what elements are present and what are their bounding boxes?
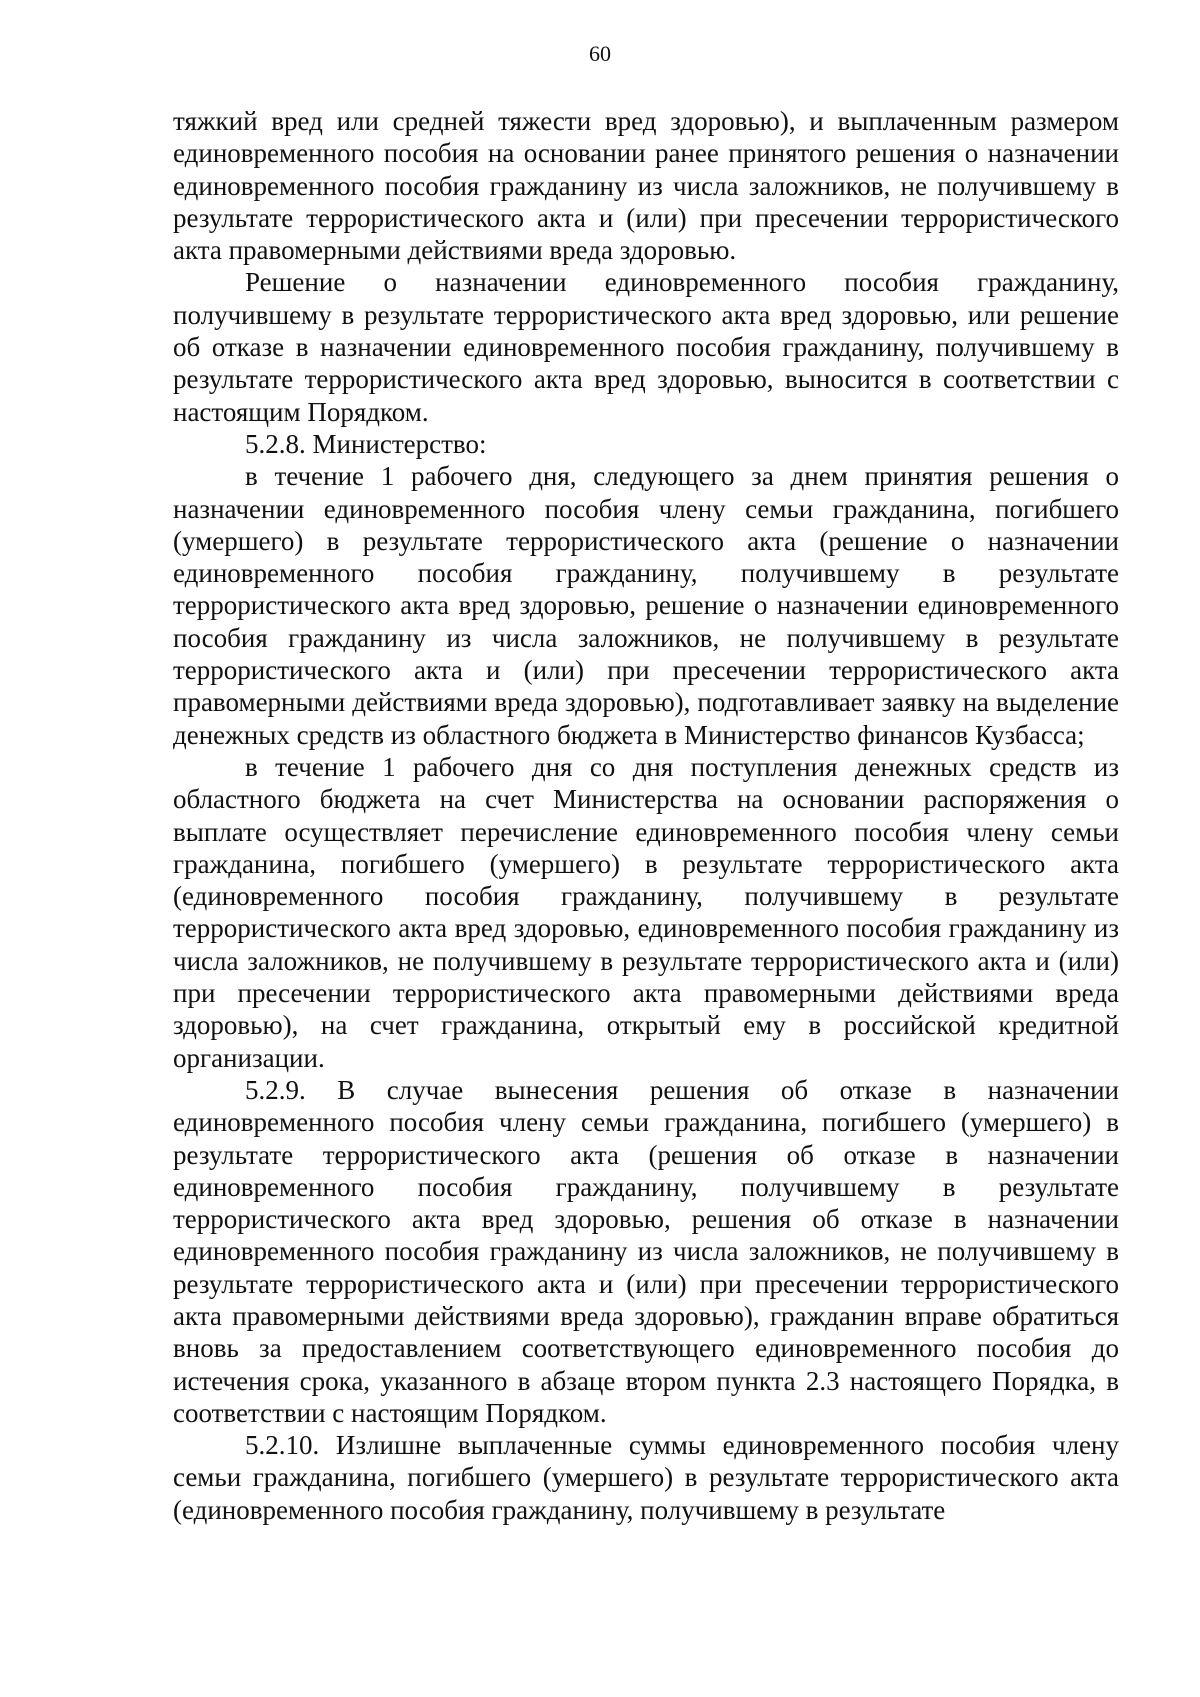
paragraph-5-2-8-request: в течение 1 рабочего дня, следующего за днем принятия решения о назначении единовременного пособия члену семьи гражданина, погибшего (умершего) в результате террористического акта (решение о назначении единовременного пособия гражданину, получившему в результате террористического акта вред здоровью, решение о назначении единовременного пособия гражданину из числа заложников, не получившему в результате террористического акта и (или) при пресечении террористического акта правомерными действиями вреда здоровью), подготавливает заявку на выделение денежных средств из областного бюджета в Министерство финансов Кузбасса; (173, 461, 1119, 750)
paragraph-5-2-10: 5.2.10. Излишне выплаченные суммы единовременного пособия члену семьи гражданина, погибшего (умершего) в результате террористического акта (единовременного пособия гражданину, получившему в результате (173, 1430, 1119, 1525)
paragraph-5-2-8-heading: 5.2.8. Министерство: (245, 428, 487, 459)
paragraph-continuation: тяжкий вред или средней тяжести вред здоровью), и выплаченным размером единовременного пособия на основании ранее принятого решения о назначении единовременного пособия гражданину из числа заложников, не получившему в результате террористического акта и (или) при пресечении террористического акта правомерными действиями вреда здоровью. (173, 106, 1119, 266)
paragraph-5-2-9: 5.2.9. В случае вынесения решения об отказе в назначении единовременного пособия члену семьи гражданина, погибшего (умершего) в результате террористического акта (решения об отказе в назначении единовременного пособия гражданину, получившему в результате террористического акта вред здоровью, решения об отказе в назначении единовременного пособия гражданину из числа заложников, не получившему в результате террористического акта и (или) при пресечении террористического акта правомерными действиями вреда здоровью), гражданин вправе обратиться вновь за предоставлением соответствующего единовременного пособия до истечения срока, указанного в абзаце втором пункта 2.3 настоящего Порядка, в соответствии с настоящим Порядком. (173, 1074, 1119, 1428)
paragraph-5-2-8-transfer: в течение 1 рабочего дня со дня поступления денежных средств из областного бюджета на счет Министерства на основании распоряжения о выплате осуществляет перечисление единовременного пособия члену семьи гражданина, погибшего (умершего) в результате террористического акта (единовременного пособия гражданину, получившему в результате террористического акта вред здоровью, единовременного пособия гражданину из числа заложников, не получившему в результате террористического акта и (или) при пресечении террористического акта правомерными действиями вреда здоровью), на счет гражданина, открытый ему в российской кредитной организации. (173, 751, 1119, 1073)
document-body (173, 105, 1119, 1526)
page-number: 60 (589, 41, 611, 66)
paragraph-decision: Решение о назначении единовременного пособия гражданину, получившему в результате террористического акта вред здоровью, или решение об отказе в назначении единовременного пособия гражданину, получившему в результате террористического акта вред здоровью, выносится в соответствии с настоящим Порядком. (173, 267, 1119, 427)
